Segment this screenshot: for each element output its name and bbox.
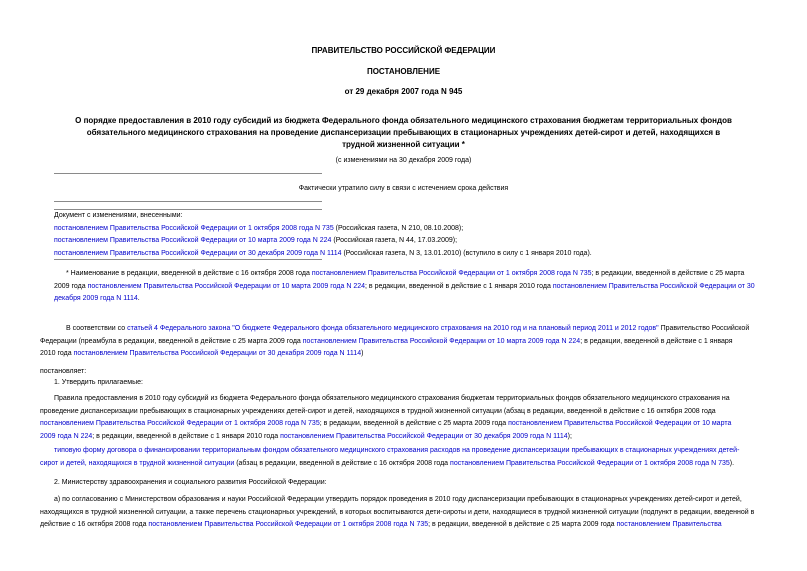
amendment-link[interactable]: постановлением Правительства Российской Федерации от 1 октября 2008 года N 735 [148,521,429,528]
amendment-link[interactable]: постановлением Правительства Российской Федерации от 1 октября 2008 года N 735 [40,420,320,427]
title-line: трудной жизненной ситуации * [342,140,465,149]
item-1: 1. Утвердить прилагаемые: [54,379,143,386]
amendment-link[interactable]: постановлением Правительства Российской Федерации от 10 марта 2009 года N 224 [54,237,332,244]
amendment-note: (с изменениями на 30 декабря 2009 года) [335,157,472,164]
title-line: О порядке предоставления в 2010 году субсидий из бюджета Федерального фонда обязательного медицинского страхования бюджетам территориальных фондов [75,116,732,125]
preamble: В соответствии со статьей 4 Федерального закона "О бюджете Федерального фонда обязательного медицинского страхования на 2010 год и на плановый период 2011 и 2012 годов" Правительство Российской Федерации (преамбула в редакции, введенной в действие с 25 марта 2009 года постановлением Правительства Российской Федерации от 10 марта 2009 года N 224; в редакции, введенной в действие с 1 января 2010 года постановлением Правительства Российской Федерации от 30 декабря 2009 года N 1114) [40,325,750,357]
law-article-link[interactable]: статьей 4 Федерального закона "О бюджете Федерального фонда обязательного медицинского страхования на 2010 год и на плановый период 2011 и 2012 годов" [127,325,659,332]
footnote-link[interactable]: постановлением Правительства Российской Федерации от 30 [552,282,755,290]
divider [54,173,322,174]
amendment-link[interactable]: постановлением Правительства Российской Федерации от 30 декабря 2009 года N 1114 [73,350,362,357]
amendment-link[interactable]: постановлением Правительства Российской Федерации от 30 декабря 2009 года N 1114 [54,249,342,257]
amendment-link[interactable]: постановлением Правительства [616,521,722,528]
footnote: * Наименование в редакции, введенной в действие с 16 октября 2008 года постановлением Правительства Российской Федерации от 1 октября 2008 года N 735; в редакции, введенной в действие с 25 марта 2009 года постановлением Правительства Российской Федерации от 10 марта 2009 года N 224; в редакции, введенной в действие с 1 января 2010 года постановлением Правительства Российской Федерации от 30 декабря 2009 года N 1114. [54,270,755,302]
footnote-link[interactable]: постановлением Правительства Российской Федерации от 10 марта 2009 года N 224 [87,282,366,290]
amendment-source: (Российская газета, N 210, 08.10.2008); [333,224,464,232]
divider [54,259,322,260]
typical-form-link[interactable]: сирот и детей, находящихся в трудной жизненной ситуации [40,459,235,467]
status-note: Фактически утратило силу в связи с истечением срока действия [298,185,509,192]
typical-form-paragraph: типовую форму договора о финансировании территориальным фондом обязательного медицинского страхования расходов на проведение диспансеризации пребывающих в стационарных учреждениях детей- сирот и детей, находящихся в трудной жизненной ситуации (абзац в редакции, введенной в действие с 16 октября 2008 года постановлением Правительства Российской Федерации от 1 октября 2008 года N 735). [40,445,768,470]
government-heading: ПРАВИТЕЛЬСТВО РОССИЙСКОЙ ФЕДЕРАЦИИ [311,46,496,55]
amendment-link[interactable]: постановлением Правительства Российской Федерации от 10 марта 2009 года N 224 [302,337,581,345]
typical-form-link[interactable]: типовую форму договора о финансировании территориальным фондом обязательного медицинского страхования расходов на проведение диспансеризации пребывающих в стационарных учреждениях детей- [54,447,740,454]
item-2a-paragraph: а) по согласованию с Министерством образования и науки Российской Федерации утвердить порядок проведения в 2010 году диспансеризации пребывающих в стационарных учреждениях детей-сирот и детей, находящихся в трудной жизненной ситуации, а также перечень стационарных учреждений, в которых воспитываются дети-сироты и дети, находящиеся в трудной жизненной ситуации (подпункт в редакции, введенной в действие с 16 октября 2008 года постановлением Правительства Российской Федерации от 1 октября 2008 года N 735; в редакции, введенной в действие с 25 марта 2009 года постановлением Правительства [40,496,755,528]
decree-word: постановляет: [40,368,87,375]
rules-paragraph: Правила предоставления в 2010 году субсидий из бюджета Федерального фонда обязательного медицинского страхования бюджетам территориальных фондов обязательного медицинского страхования на проведение диспансеризации пребывающих в стационарных учреждениях детей-сирот и детей, находящихся в трудной жизненной ситуации (абзац в редакции, введенной в действие с 16 октября 2008 года постановлением Правительства Российской Федерации от 1 октября 2008 года N 735; в редакции, введенной в действие с 25 марта 2009 года постановлением Правительства Российской Федерации от 10 марта 2009 года N 224; в редакции, введенной в действие с 1 января 2010 года постановлением Правительства Российской Федерации от 30 декабря 2009 года N 1114); [40,395,732,440]
title-line: обязательного медицинского страхования на проведение диспансеризации пребывающих в стационарных учреждениях детей-сирот и детей, находящихся в [86,128,721,137]
amendment-link[interactable]: постановлением Правительства Российской Федерации от 10 марта [508,420,732,427]
document-title [0,115,807,151]
footnote-link[interactable]: декабря 2009 года N 1114 [54,295,138,302]
amendment-source: (Российская газета, N 3, 13.01.2010) (вступило в силу с 1 января 2010 года). [341,249,592,257]
document-type-heading: ПОСТАНОВЛЕНИЕ [366,67,441,76]
item-2: 2. Министерству здравоохранения и социального развития Российской Федерации: [54,479,327,486]
amendment-link[interactable]: постановлением Правительства Российской Федерации от 1 октября 2008 года N 735 [450,459,730,467]
changes-item [54,235,592,248]
changes-block [54,210,592,260]
changes-item [54,223,592,236]
amendment-link[interactable]: постановлением Правительства Российской Федерации от 30 декабря 2009 года N 1114 [280,432,568,440]
document-date-number: от 29 декабря 2007 года N 945 [344,87,463,96]
changes-intro: Документ с изменениями, внесенными: [54,212,183,219]
amendment-link[interactable]: 2009 года N 224 [40,432,93,440]
amendment-source: (Российская газета, N 44, 17.03.2009); [331,237,458,244]
footnote-link[interactable]: постановлением Правительства Российской Федерации от 1 октября 2008 года N 735 [311,270,592,277]
divider [54,201,322,202]
amendment-link[interactable]: постановлением Правительства Российской Федерации от 1 октября 2008 года N 735 [54,224,334,232]
